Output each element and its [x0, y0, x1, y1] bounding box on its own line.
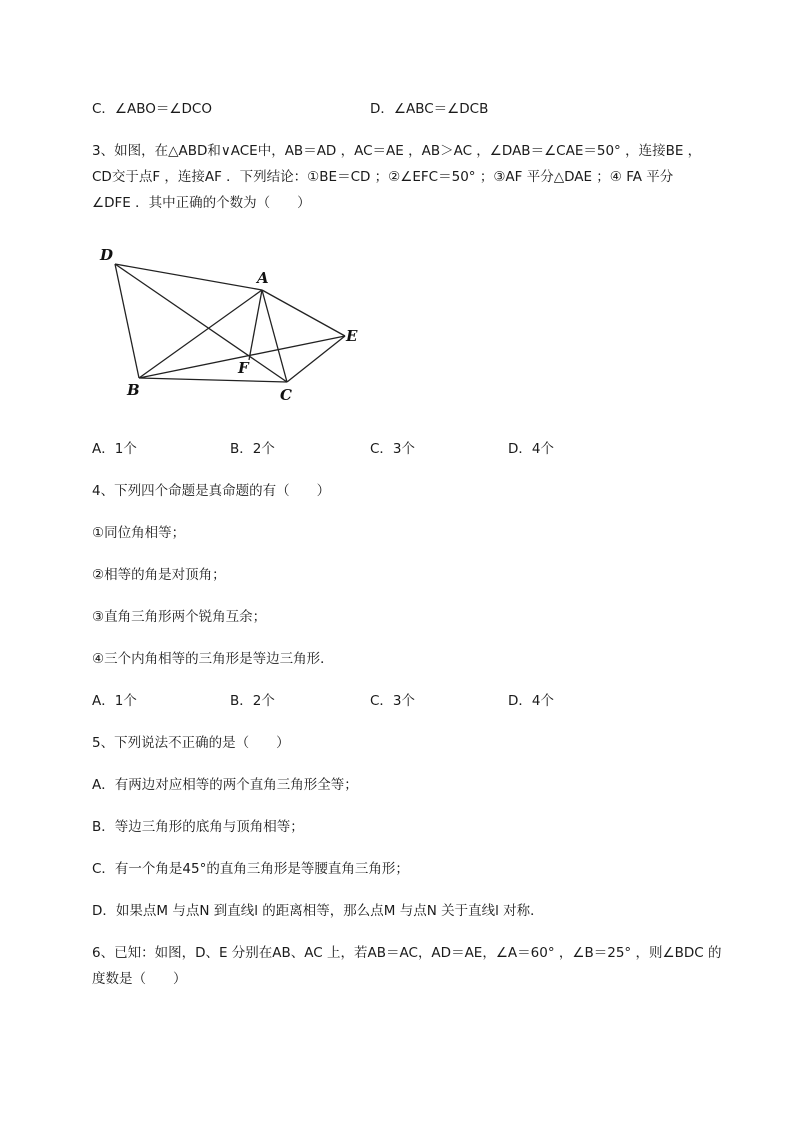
segment-da [115, 264, 262, 290]
segment-ce [287, 336, 345, 382]
q2-option-c: C．∠ABO＝∠DCO [92, 101, 212, 117]
q5-stem: 5、下列说法不正确的是（ ） [92, 735, 290, 751]
segment-ae [262, 290, 345, 336]
q6-stem-line1: 6、已知：如图，D、E 分别在AB、AC 上，若AB＝AC，AD＝AE，∠A＝60° ，∠B＝25° ，则∠BDC 的 [92, 945, 722, 961]
label-b: B [127, 381, 140, 399]
q5-option-d: D．如果点M 与点N 到直线l 的距离相等，那么点M 与点N 关于直线l 对称． [92, 903, 544, 919]
q4-stem: 4、下列四个命题是真命题的有（ ） [92, 483, 331, 499]
q4-option-d: D．4个 [508, 693, 554, 709]
q4-item-1: ①同位角相等； [92, 525, 186, 541]
label-a: A [257, 269, 269, 287]
q4-option-a: A．1个 [92, 693, 137, 709]
segment-af [249, 290, 262, 360]
q3-option-b: B．2个 [230, 441, 275, 457]
q3-stem-line1: 3、如图，在△ABD和∨ACE中，AB＝AD ，AC＝AE ，AB＞AC ，∠DAB＝∠CAE＝50° ，连接BE ， [92, 143, 702, 159]
q5-option-a: A．有两边对应相等的两个直角三角形全等； [92, 777, 358, 793]
q3-option-d: D．4个 [508, 441, 554, 457]
q4-option-b: B．2个 [230, 693, 275, 709]
label-c: C [280, 386, 292, 404]
q6-stem-line2: 度数是（ ） [92, 971, 187, 987]
q3-option-a: A．1个 [92, 441, 137, 457]
q3-option-c: C．3个 [370, 441, 416, 457]
segment-db [115, 264, 139, 378]
q5-option-c: C．有一个角是45°的直角三角形是等腰直角三角形； [92, 861, 409, 877]
q4-item-2: ②相等的角是对顶角； [92, 567, 226, 583]
label-d: D [100, 246, 114, 264]
q4-item-4: ④三个内角相等的三角形是等边三角形． [92, 651, 334, 667]
label-e: E [346, 327, 358, 345]
q5-option-b: B．等边三角形的底角与顶角相等； [92, 819, 304, 835]
q4-item-3: ③直角三角形两个锐角互余； [92, 609, 267, 625]
q4-option-c: C．3个 [370, 693, 416, 709]
q2-option-d: D．∠ABC＝∠DCB [370, 101, 489, 117]
q3-stem-line2: CD交于点F ，连接AF ．下列结论：①BE＝CD ；②∠EFC＝50° ；③AF 平分△DAE ；④ FA 平分 [92, 169, 674, 185]
q3-figure-svg [92, 240, 372, 410]
label-f: F [238, 359, 249, 377]
q3-stem-line3: ∠DFE ．其中正确的个数为（ ） [92, 195, 311, 211]
q3-geometry-figure [92, 240, 372, 410]
segment-bc [139, 378, 287, 382]
